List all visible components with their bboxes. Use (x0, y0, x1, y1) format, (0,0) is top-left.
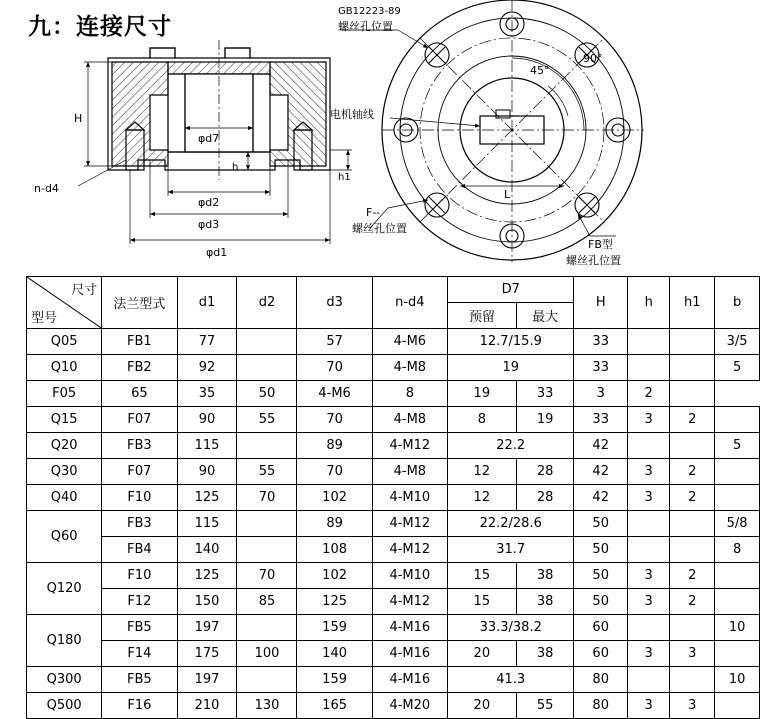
cell-h1: 3 (670, 641, 715, 667)
label-phi-d1: φd1 (206, 246, 228, 259)
cell-d3: 140 (297, 641, 372, 667)
header-d2: d2 (237, 277, 297, 329)
cell-flange-type: FB2 (102, 355, 177, 381)
cell-d2: 70 (237, 563, 297, 589)
cell-d7: 22.2 (447, 433, 574, 459)
table-row (27, 563, 760, 589)
cell-h (627, 355, 670, 381)
cell-n-d4: 4-M20 (372, 693, 447, 719)
cell-d7: 33.3/38.2 (447, 615, 574, 641)
cell-d7-reserved: 8 (372, 381, 447, 407)
cell-b: 3/5 (715, 329, 760, 355)
header-H: H (574, 277, 627, 329)
cell-d2 (237, 511, 297, 537)
cell-h1 (670, 355, 715, 381)
cell-d7: 19 (447, 355, 574, 381)
cell-b (670, 381, 715, 407)
label-h1: h1 (338, 172, 351, 183)
table-row (27, 589, 760, 615)
table-row (27, 537, 760, 563)
cell-h1 (670, 329, 715, 355)
label-screw-hole-position-2: 螺丝孔位置 (352, 222, 407, 235)
label-gb-standard: GB12223-89 (338, 6, 401, 17)
cell-d7-reserved: 15 (447, 589, 516, 615)
cell-b: 10 (715, 615, 760, 641)
cell-h: 3 (627, 563, 670, 589)
header-flange-type: 法兰型式 (102, 277, 177, 329)
cell-d1: 90 (177, 459, 237, 485)
cell-d7-reserved: 20 (447, 641, 516, 667)
cell-n-d4: 4-M16 (372, 667, 447, 693)
table-body (27, 329, 760, 719)
cell-n-d4: 4-M8 (372, 407, 447, 433)
cell-flange-type: F07 (102, 407, 177, 433)
label-angle-90: 90° (583, 52, 603, 65)
table-row (27, 511, 760, 537)
cell-n-d4: 4-M12 (372, 511, 447, 537)
cell-flange-type: FB3 (102, 433, 177, 459)
cell-d1: 125 (177, 485, 237, 511)
cell-flange-type: F07 (102, 459, 177, 485)
header-h1: h1 (670, 277, 715, 329)
cell-h1 (670, 537, 715, 563)
cell-d2 (237, 667, 297, 693)
face-view (382, 0, 644, 262)
table-row (27, 693, 760, 719)
cell-h: 3 (627, 459, 670, 485)
cell-n-d4: 4-M12 (372, 433, 447, 459)
label-motor-axis: 电机轴线 (330, 108, 374, 121)
cell-d3: 159 (297, 615, 372, 641)
cell-H: 80 (574, 667, 627, 693)
cell-h1: 2 (670, 563, 715, 589)
table-row (27, 433, 760, 459)
cell-flange-type: FB5 (102, 615, 177, 641)
cell-d7-max: 28 (516, 485, 574, 511)
cell-d2 (237, 433, 297, 459)
cell-H: 33 (574, 329, 627, 355)
cell-flange-type: F12 (102, 589, 177, 615)
cell-d7-reserved: 15 (447, 563, 516, 589)
cell-d3: 102 (297, 485, 372, 511)
cell-d7-max: 38 (516, 563, 574, 589)
dimensions-table (26, 276, 760, 719)
cell-d2 (237, 615, 297, 641)
cell-d2: 55 (237, 407, 297, 433)
face-view-labels (330, 6, 621, 267)
cell-d3: 70 (297, 459, 372, 485)
cell-model: Q30 (27, 459, 102, 485)
cell-model: Q05 (27, 329, 102, 355)
cell-b (715, 563, 760, 589)
cell-n-d4: 4-M6 (297, 381, 372, 407)
cell-h1: 3 (670, 693, 715, 719)
cell-H: 50 (574, 537, 627, 563)
cell-d2: 85 (237, 589, 297, 615)
cell-model: Q180 (27, 615, 102, 667)
corner-header-cell (27, 277, 102, 329)
cell-b (715, 693, 760, 719)
cell-h1: 2 (627, 381, 670, 407)
cell-b (715, 589, 760, 615)
cell-d1: 197 (177, 667, 237, 693)
cell-n-d4: 4-M10 (372, 563, 447, 589)
cell-b: 5 (715, 355, 760, 381)
cell-d7-max: 19 (516, 407, 574, 433)
cell-d1: 65 (102, 381, 177, 407)
cell-H: 42 (574, 485, 627, 511)
cell-d3: 125 (297, 589, 372, 615)
cell-flange-type: FB3 (102, 511, 177, 537)
cell-d1: 92 (177, 355, 237, 381)
cell-h1 (670, 511, 715, 537)
cell-flange-type: F05 (27, 381, 102, 407)
cell-n-d4: 4-M12 (372, 589, 447, 615)
cell-b: 10 (715, 667, 760, 693)
cell-d2: 130 (237, 693, 297, 719)
table-row (27, 329, 760, 355)
cell-h (627, 537, 670, 563)
cell-d2 (237, 329, 297, 355)
table-row (27, 459, 760, 485)
cell-d1: 90 (177, 407, 237, 433)
cell-n-d4: 4-M16 (372, 615, 447, 641)
cell-flange-type: F14 (102, 641, 177, 667)
cell-d1: 150 (177, 589, 237, 615)
table-head (27, 277, 760, 329)
cell-h1: 2 (670, 589, 715, 615)
cell-model: Q40 (27, 485, 102, 511)
dimensions-table-wrapper (26, 276, 760, 719)
header-d3: d3 (297, 277, 372, 329)
cell-d2 (237, 355, 297, 381)
label-angle-45: 45° (530, 64, 550, 77)
cell-h: 3 (627, 693, 670, 719)
table-header-row-1 (27, 277, 760, 303)
cell-n-d4: 4-M6 (372, 329, 447, 355)
cell-d1: 140 (177, 537, 237, 563)
cell-flange-type: F10 (102, 485, 177, 511)
cell-n-d4: 4-M8 (372, 355, 447, 381)
cell-b (715, 407, 760, 433)
cell-d2: 55 (237, 459, 297, 485)
cell-d1: 175 (177, 641, 237, 667)
cell-h (627, 667, 670, 693)
label-phi-d3: φd3 (198, 218, 220, 231)
table-row (27, 667, 760, 693)
cell-d2: 35 (177, 381, 237, 407)
label-h: h (232, 162, 239, 173)
cell-d2: 70 (237, 485, 297, 511)
cell-d1: 115 (177, 433, 237, 459)
table-row (27, 485, 760, 511)
cell-model: Q15 (27, 407, 102, 433)
cell-model: Q60 (27, 511, 102, 563)
cell-h (627, 615, 670, 641)
cell-b (715, 485, 760, 511)
cell-h1: 2 (670, 485, 715, 511)
label-phi-d2: φd2 (198, 196, 220, 209)
cell-H: 33 (574, 407, 627, 433)
technical-drawing (0, 0, 784, 272)
cell-b (715, 459, 760, 485)
cell-h1: 2 (670, 407, 715, 433)
cell-d1: 197 (177, 615, 237, 641)
cell-h: 3 (627, 641, 670, 667)
cell-d7-max: 28 (516, 459, 574, 485)
cell-n-d4: 4-M10 (372, 485, 447, 511)
label-fb-type: FB型 (588, 238, 613, 251)
cell-d3: 89 (297, 433, 372, 459)
table-row (27, 615, 760, 641)
cell-d3: 89 (297, 511, 372, 537)
cell-h1 (670, 615, 715, 641)
cell-H: 42 (574, 459, 627, 485)
cell-d7-reserved: 20 (447, 693, 516, 719)
cell-model: Q10 (27, 355, 102, 381)
cell-model: Q300 (27, 667, 102, 693)
label-L: L (504, 188, 511, 201)
header-h: h (627, 277, 670, 329)
cell-d7-max: 38 (516, 641, 574, 667)
cell-h (627, 433, 670, 459)
cell-H: 60 (574, 615, 627, 641)
cell-flange-type: FB5 (102, 667, 177, 693)
header-d1: d1 (177, 277, 237, 329)
cell-h (627, 511, 670, 537)
cell-d1: 115 (177, 511, 237, 537)
cell-d1: 210 (177, 693, 237, 719)
cell-d2 (237, 537, 297, 563)
cell-H: 42 (574, 433, 627, 459)
cell-d3: 70 (297, 407, 372, 433)
cell-flange-type: FB4 (102, 537, 177, 563)
cell-n-d4: 4-M16 (372, 641, 447, 667)
cell-d7: 22.2/28.6 (447, 511, 574, 537)
table-row (27, 381, 760, 407)
page-title: 九：连接尺寸 (28, 14, 172, 40)
section-view (108, 40, 330, 180)
cell-model: Q20 (27, 433, 102, 459)
cell-d3: 102 (297, 563, 372, 589)
cell-n-d4: 4-M8 (372, 459, 447, 485)
cell-H: 80 (574, 693, 627, 719)
cell-d3: 57 (297, 329, 372, 355)
cell-flange-type: F10 (102, 563, 177, 589)
cell-h: 3 (574, 381, 627, 407)
label-screw-hole-position-1: 螺丝孔位置 (338, 20, 393, 33)
cell-d1: 77 (177, 329, 237, 355)
cell-h: 3 (627, 407, 670, 433)
corner-header-top: 尺寸 (71, 283, 98, 298)
cell-d1: 125 (177, 563, 237, 589)
cell-d7-max: 38 (516, 589, 574, 615)
header-b: b (715, 277, 760, 329)
table-row (27, 407, 760, 433)
cell-b: 5 (715, 433, 760, 459)
label-H: H (74, 112, 83, 125)
cell-d3: 165 (297, 693, 372, 719)
cell-d7-reserved: 8 (447, 407, 516, 433)
cell-H: 50 (574, 511, 627, 537)
cell-h: 3 (627, 485, 670, 511)
cell-d7-max: 55 (516, 693, 574, 719)
cell-model: Q120 (27, 563, 102, 615)
cell-h1 (670, 667, 715, 693)
cell-d7-reserved: 12 (447, 459, 516, 485)
cell-d3: 108 (297, 537, 372, 563)
cell-n-d4: 4-M12 (372, 537, 447, 563)
cell-d7-max: 19 (447, 381, 516, 407)
cell-model: Q500 (27, 693, 102, 719)
cell-d3: 70 (297, 355, 372, 381)
label-f-type: F-- (366, 206, 381, 219)
cell-flange-type: F16 (102, 693, 177, 719)
corner-header-bottom: 型号 (31, 311, 58, 326)
cell-d7: 41.3 (447, 667, 574, 693)
cell-h: 3 (627, 589, 670, 615)
header-n-d4: n-d4 (372, 277, 447, 329)
header-d7: D7 (447, 277, 574, 303)
cell-b: 8 (715, 537, 760, 563)
cell-d7-reserved: 12 (447, 485, 516, 511)
cell-b: 5/8 (715, 511, 760, 537)
header-d7-max: 最大 (516, 303, 574, 329)
cell-flange-type: FB1 (102, 329, 177, 355)
cell-h (627, 329, 670, 355)
table-row (27, 355, 760, 381)
cell-h1: 2 (670, 459, 715, 485)
cell-b (715, 641, 760, 667)
cell-d3: 50 (237, 381, 297, 407)
table-row (27, 641, 760, 667)
cell-d3: 159 (297, 667, 372, 693)
cell-d2: 100 (237, 641, 297, 667)
cell-H: 50 (574, 589, 627, 615)
label-phi-d7: φd7 (198, 132, 220, 145)
cell-h1 (670, 433, 715, 459)
cell-H: 50 (574, 563, 627, 589)
cell-d7: 12.7/15.9 (447, 329, 574, 355)
header-d7-reserved: 预留 (447, 303, 516, 329)
cell-H: 33 (516, 381, 574, 407)
cell-H: 33 (574, 355, 627, 381)
label-screw-hole-position-3: 螺丝孔位置 (566, 254, 621, 267)
cell-H: 60 (574, 641, 627, 667)
label-n-d4: n-d4 (34, 182, 59, 195)
cell-d7: 31.7 (447, 537, 574, 563)
